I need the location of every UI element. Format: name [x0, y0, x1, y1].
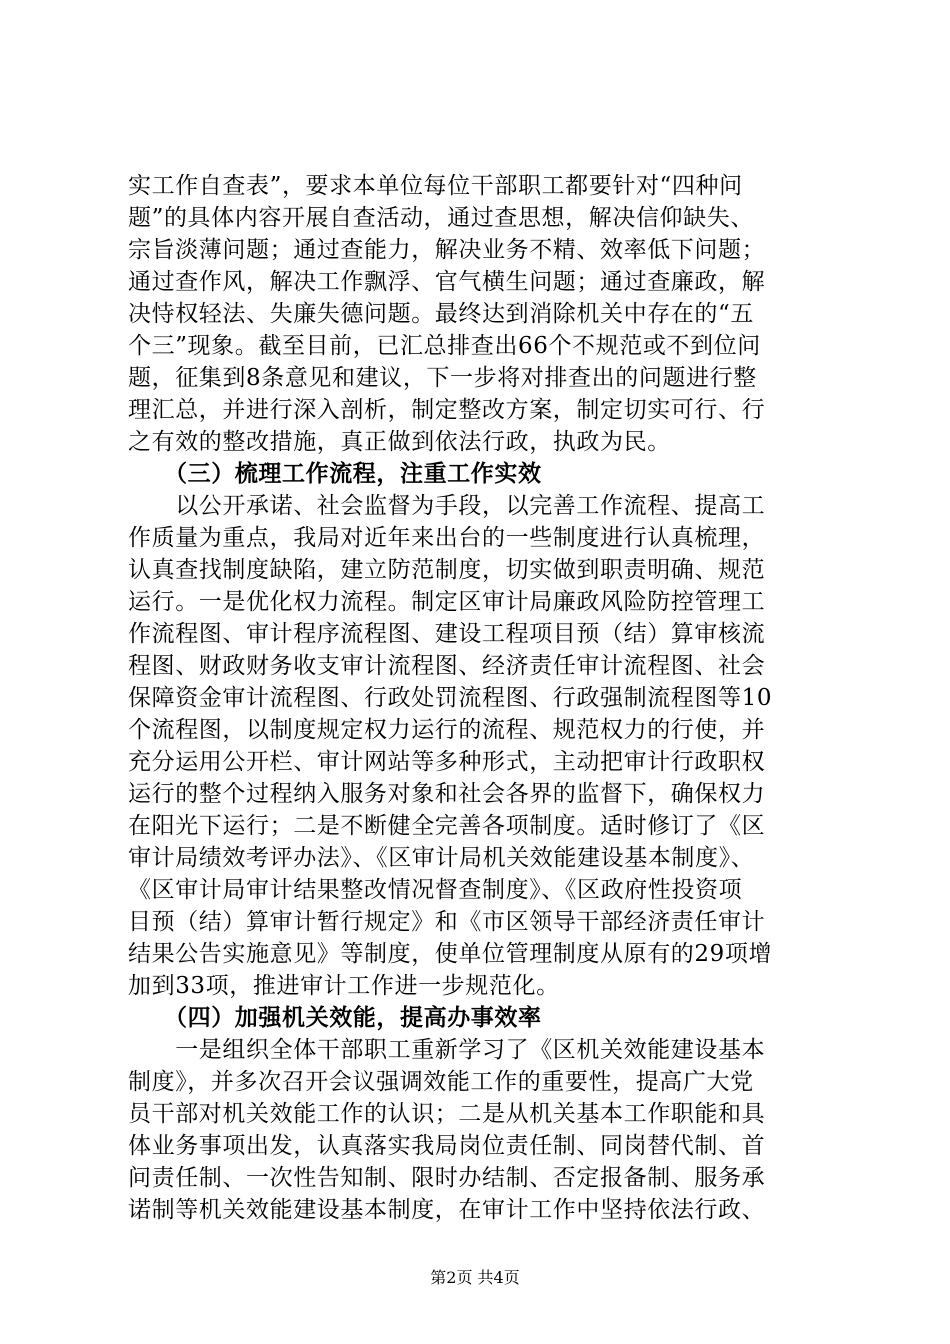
text-line: 认真查找制度缺陷，建立防范制度，切实做到职责明确、规范 — [128, 557, 766, 583]
text-line: 程图、财政财务收支审计流程图、经济责任审计流程图、社会 — [128, 653, 766, 679]
text-line: 宗旨淡薄问题；通过查能力，解决业务不精、效率低下问题； — [128, 237, 766, 263]
section-heading-4: （四）加强机关效能，提高办事效率 — [164, 1004, 542, 1031]
text-line: 《区审计局审计结果整改情况督查制度》、《区政府性投资项 — [128, 877, 743, 903]
text-line: 诺制等机关效能建设基本制度，在审计工作中坚持依法行政、 — [128, 1197, 766, 1223]
text-line: 运行的整个过程纳入服务对象和社会各界的监督下，确保权力 — [128, 781, 766, 807]
text-line: 结果公告实施意见》等制度，使单位管理制度从原有的29项增 — [128, 941, 773, 967]
text-line: 决恃权轻法、失廉失德问题。最终达到消除机关中存在的“五 — [128, 301, 754, 327]
text-line: 题”的具体内容开展自查活动，通过查思想，解决信仰缺失、 — [128, 205, 754, 231]
document-body — [128, 170, 836, 1226]
text-line: 问责任制、一次性告知制、限时办结制、否定报备制、服务承 — [128, 1165, 766, 1191]
text-line: 之有效的整改措施，真正做到依法行政，执政为民。 — [128, 429, 671, 455]
text-line: 实工作自查表”，要求本单位每位干部职工都要针对“四种问 — [128, 173, 743, 199]
text-line: 目预（结）算审计暂行规定》和《市区领导干部经济责任审计 — [128, 909, 766, 935]
paragraph-1 — [128, 170, 836, 458]
text-line: 保障资金审计流程图、行政处罚流程图、行政强制流程图等10 — [128, 685, 773, 711]
text-line: 作流程图、审计程序流程图、建设工程项目预（结）算审核流 — [128, 621, 766, 647]
text-line: 体业务事项出发，认真落实我局岗位责任制、同岗替代制、首 — [128, 1133, 766, 1159]
page-number: 第2页 共4页 — [430, 1268, 520, 1287]
page-footer — [0, 1267, 950, 1289]
text-line: 加到33项，推进审计工作进一步规范化。 — [128, 973, 560, 999]
text-line: 题，征集到8条意见和建议，下一步将对排查出的问题进行整 — [128, 365, 757, 391]
text-line: 员干部对机关效能工作的认识；二是从机关基本工作职能和具 — [128, 1101, 766, 1127]
text-line: 运行。一是优化权力流程。制定区审计局廉政风险防控管理工 — [128, 589, 766, 615]
text-line: 个流程图，以制度规定权力运行的流程、规范权力的行使，并 — [128, 717, 766, 743]
text-line: 个三”现象。截至目前，已汇总排查出66个不规范或不到位问 — [128, 333, 761, 359]
text-line: 以公开承诺、社会监督为手段，以完善工作流程、提高工 — [128, 493, 766, 519]
text-line: 作质量为重点，我局对近年来出台的一些制度进行认真梳理， — [128, 525, 766, 551]
text-line: 审计局绩效考评办法》、《区审计局机关效能建设基本制度》、 — [128, 845, 755, 871]
text-line: 理汇总，并进行深入剖析，制定整改方案，制定切实可行、行 — [128, 397, 766, 423]
paragraph-3 — [128, 1034, 836, 1226]
text-line: 制度》，并多次召开会议强调效能工作的重要性，提高广大党 — [128, 1069, 754, 1095]
text-line: 一是组织全体干部职工重新学习了《区机关效能建设基本 — [128, 1037, 766, 1063]
paragraph-2 — [128, 490, 836, 1002]
text-line: 在阳光下运行；二是不断健全完善各项制度。适时修订了《区 — [128, 813, 766, 839]
section-heading-3: （三）梳理工作流程，注重工作实效 — [164, 460, 542, 487]
text-line: 通过查作风，解决工作飘浮、官气横生问题；通过查廉政，解 — [128, 269, 766, 295]
text-line: 充分运用公开栏、审计网站等多种形式，主动把审计行政职权 — [128, 749, 766, 775]
